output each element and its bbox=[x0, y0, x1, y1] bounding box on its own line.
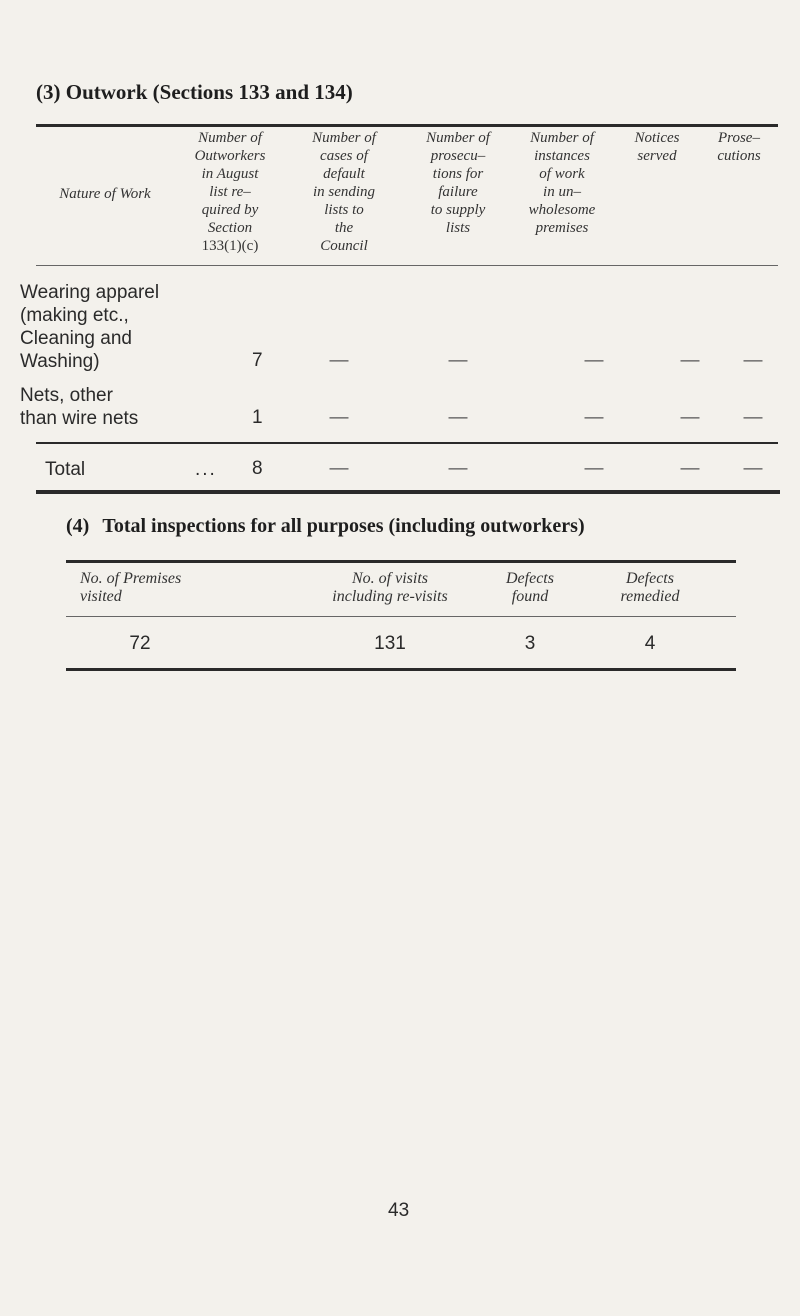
row-1-defaults: — bbox=[329, 350, 349, 371]
total-defaults: — bbox=[329, 458, 349, 479]
defects-found-value: 3 bbox=[524, 633, 536, 654]
col-header-defaults: Number of cases of default in sending lists to the Council bbox=[312, 130, 376, 254]
col-header-premises-visited: No. of Premises visited bbox=[80, 570, 182, 605]
row-2-prosecutions: — bbox=[743, 407, 763, 428]
section-3-title: (3) Outwork (Sections 133 and 134) bbox=[36, 80, 353, 104]
row-2-outworkers: 1 bbox=[252, 407, 263, 428]
row-1-unwholesome: — bbox=[584, 350, 604, 371]
total-outworkers: 8 bbox=[252, 458, 263, 479]
table-top-rule bbox=[36, 124, 778, 127]
row-2-defaults: — bbox=[329, 407, 349, 428]
total-unwholesome: — bbox=[584, 458, 604, 479]
header-rule bbox=[36, 265, 778, 266]
total-leader: ... bbox=[195, 459, 217, 480]
total-prosecutions-failure: — bbox=[448, 458, 468, 479]
total-label: Total bbox=[45, 459, 86, 480]
section-4-prefix: (4) bbox=[66, 515, 90, 537]
inspections-bottom-rule bbox=[66, 668, 736, 671]
row-2-unwholesome: — bbox=[584, 407, 604, 428]
row-2-prosecutions-failure: — bbox=[448, 407, 468, 428]
section-4-title bbox=[66, 515, 585, 538]
total-notices: — bbox=[680, 458, 700, 479]
col-header-visits: No. of visits including re-visits bbox=[332, 570, 448, 605]
row-label-nets: Nets, other than wire nets bbox=[20, 385, 139, 429]
col-header-nature-of-work: Nature of Work bbox=[59, 186, 151, 202]
page-number: 43 bbox=[388, 1200, 410, 1221]
total-rule bbox=[36, 442, 778, 444]
defects-remedied-value: 4 bbox=[644, 633, 656, 654]
col-header-unwholesome: Number of instances of work in un– wholesome premises bbox=[528, 130, 596, 236]
inspections-header-rule bbox=[66, 616, 736, 617]
row-label-wearing-apparel: Wearing apparel (making etc., Cleaning and Washing) bbox=[20, 282, 160, 372]
col-header-notices: Notices served bbox=[634, 130, 680, 164]
section-4-title-text: Total inspections for all purposes (including outworkers) bbox=[102, 515, 585, 537]
table-bottom-rule bbox=[36, 490, 780, 494]
row-1-prosecutions-failure: — bbox=[448, 350, 468, 371]
row-1-notices: — bbox=[680, 350, 700, 371]
row-1-outworkers: 7 bbox=[252, 350, 263, 371]
total-prosecutions: — bbox=[743, 458, 763, 479]
col-header-outworkers: Number of Outworkers in August list re– quired by Section 133(1)(c) bbox=[194, 130, 266, 254]
col-header-prosecutions-failure: Number of prosecu– tions for failure to supply lists bbox=[426, 130, 490, 236]
visits-value: 131 bbox=[374, 633, 406, 654]
col-header-prosecutions: Prose– cutions bbox=[717, 130, 761, 164]
row-1-prosecutions: — bbox=[743, 350, 763, 371]
col-header-defects-remedied: Defects remedied bbox=[620, 570, 680, 605]
row-2-notices: — bbox=[680, 407, 700, 428]
premises-visited-value: 72 bbox=[129, 633, 151, 654]
col-header-defects-found: Defects found bbox=[506, 570, 554, 605]
inspections-top-rule bbox=[66, 560, 736, 563]
